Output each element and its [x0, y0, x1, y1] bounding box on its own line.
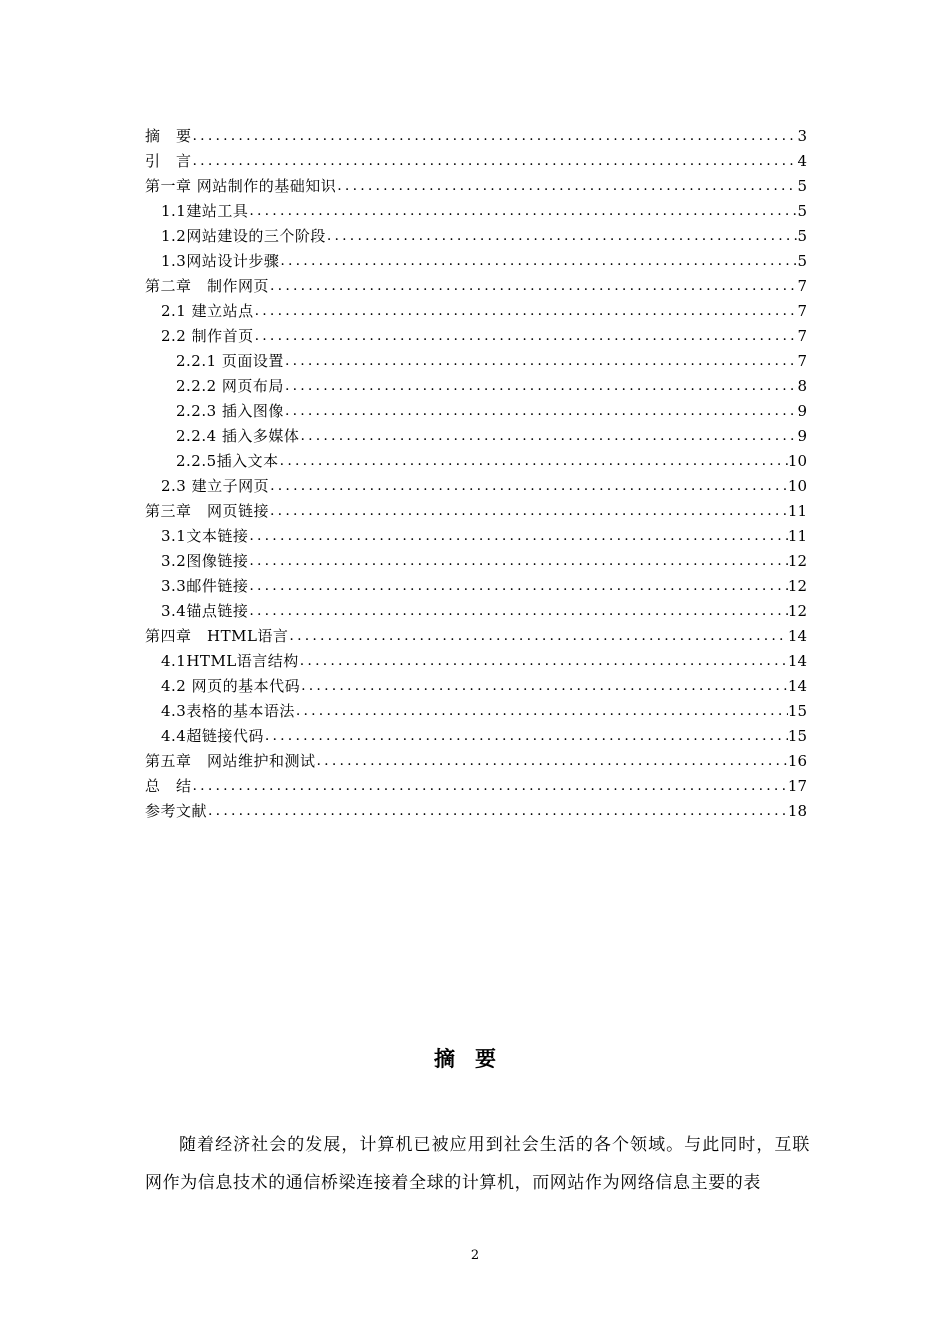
toc-entry-label: 4.1HTML语言结构	[161, 652, 299, 670]
toc-dot-leader	[279, 449, 788, 474]
toc-entry[interactable]	[145, 199, 807, 224]
toc-entry-page: 8	[797, 377, 807, 395]
toc-entry[interactable]	[145, 649, 807, 674]
toc-dot-leader	[248, 549, 788, 574]
toc-dot-leader	[248, 599, 788, 624]
toc-entry-label: 1.1建站工具	[161, 202, 249, 220]
toc-entry[interactable]	[145, 749, 807, 774]
toc-entry-page: 3	[797, 127, 807, 145]
toc-entry-label: 4.3表格的基本语法	[161, 702, 295, 720]
toc-dot-leader	[192, 149, 798, 174]
toc-entry-page: 4	[797, 152, 807, 170]
toc-entry-page: 7	[797, 327, 807, 345]
toc-entry-label: 第五章 网站维护和测试	[145, 752, 316, 770]
toc-entry-label: 2.2 制作首页	[161, 327, 254, 345]
toc-entry-page: 12	[787, 602, 807, 620]
toc-entry[interactable]	[145, 174, 807, 199]
toc-entry-page: 5	[797, 202, 807, 220]
toc-entry[interactable]	[145, 349, 807, 374]
toc-entry-label: 1.2网站建设的三个阶段	[161, 227, 326, 245]
toc-dot-leader	[284, 399, 798, 424]
toc-entry-label: 2.2.3 插入图像	[176, 402, 284, 420]
page-number: 2	[470, 1248, 480, 1263]
toc-dot-leader	[284, 374, 798, 399]
toc-dot-leader	[336, 174, 797, 199]
toc-dot-leader	[299, 424, 797, 449]
toc-entry-page: 17	[787, 777, 807, 795]
toc-entry-label: 2.2.2 网页布局	[176, 377, 284, 395]
toc-entry[interactable]	[145, 574, 807, 599]
toc-dot-leader	[269, 499, 788, 524]
toc-dot-leader	[192, 124, 798, 149]
toc-entry[interactable]	[145, 124, 807, 149]
toc-dot-leader	[300, 674, 788, 699]
toc-entry-page: 16	[787, 752, 807, 770]
toc-entry-label: 摘 要	[145, 127, 192, 145]
toc-entry-page: 9	[797, 427, 807, 445]
toc-entry-page: 15	[787, 702, 807, 720]
toc-entry-label: 4.2 网页的基本代码	[161, 677, 301, 695]
toc-entry[interactable]	[145, 799, 807, 824]
toc-entry-label: 3.2图像链接	[161, 552, 249, 570]
toc-entry[interactable]	[145, 674, 807, 699]
abstract-paragraph: 随着经济社会的发展，计算机已被应用到社会生活的各个领域。与此同时，互联网作为信息技术的通信桥梁连接着全球的计算机，而网站作为网络信息主要的表	[145, 1135, 810, 1193]
toc-dot-leader	[269, 474, 788, 499]
toc-entry-label: 2.3 建立子网页	[161, 477, 270, 495]
toc-entry-label: 参考文献	[145, 802, 208, 820]
toc-entry[interactable]	[145, 549, 807, 574]
abstract-heading: 摘要	[434, 1047, 516, 1071]
toc-entry[interactable]	[145, 499, 807, 524]
toc-entry-label: 3.4锚点链接	[161, 602, 249, 620]
toc-entry-label: 第四章 HTML语言	[145, 627, 289, 645]
toc-entry-page: 11	[787, 502, 807, 520]
toc-entry[interactable]	[145, 399, 807, 424]
toc-entry[interactable]	[145, 449, 807, 474]
toc-entry[interactable]	[145, 149, 807, 174]
toc-entry[interactable]	[145, 224, 807, 249]
toc-entry-page: 12	[787, 577, 807, 595]
toc-dot-leader	[326, 224, 798, 249]
toc-entry-label: 2.2.1 页面设置	[176, 352, 284, 370]
toc-entry-label: 2.1 建立站点	[161, 302, 254, 320]
toc-entry-page: 15	[787, 727, 807, 745]
toc-entry-page: 5	[797, 227, 807, 245]
toc-entry-page: 7	[797, 352, 807, 370]
toc-entry[interactable]	[145, 774, 807, 799]
toc-entry-page: 14	[787, 677, 807, 695]
toc-dot-leader	[207, 799, 788, 824]
toc-entry-page: 12	[787, 552, 807, 570]
toc-entry[interactable]	[145, 474, 807, 499]
toc-entry-page: 5	[797, 252, 807, 270]
toc-entry-label: 2.2.5插入文本	[176, 452, 279, 470]
toc-dot-leader	[192, 774, 788, 799]
toc-entry-label: 第一章 网站制作的基础知识	[145, 177, 337, 195]
toc-entry-label: 第二章 制作网页	[145, 277, 270, 295]
toc-entry-label: 引 言	[145, 152, 192, 170]
toc-entry[interactable]	[145, 324, 807, 349]
toc-entry[interactable]	[145, 374, 807, 399]
toc-entry[interactable]	[145, 424, 807, 449]
toc-entry[interactable]	[145, 274, 807, 299]
toc-entry-label: 1.3网站设计步骤	[161, 252, 280, 270]
toc-entry[interactable]	[145, 599, 807, 624]
table-of-contents	[145, 124, 807, 824]
toc-entry-label: 3.1文本链接	[161, 527, 249, 545]
toc-entry-page: 14	[787, 652, 807, 670]
toc-dot-leader	[284, 349, 798, 374]
toc-entry[interactable]	[145, 724, 807, 749]
toc-entry-page: 7	[797, 277, 807, 295]
toc-entry-label: 4.4超链接代码	[161, 727, 264, 745]
toc-entry-page: 18	[787, 802, 807, 820]
toc-dot-leader	[248, 574, 788, 599]
toc-entry-page: 5	[797, 177, 807, 195]
toc-dot-leader	[295, 699, 788, 724]
toc-dot-leader	[299, 649, 788, 674]
toc-dot-leader	[248, 524, 788, 549]
toc-entry-page: 14	[787, 627, 807, 645]
toc-entry-page: 9	[797, 402, 807, 420]
toc-dot-leader	[248, 199, 797, 224]
toc-entry[interactable]	[145, 299, 807, 324]
toc-entry-label: 3.3邮件链接	[161, 577, 249, 595]
toc-entry[interactable]	[145, 699, 807, 724]
toc-dot-leader	[264, 724, 788, 749]
toc-dot-leader	[254, 324, 798, 349]
toc-entry-page: 10	[787, 452, 807, 470]
toc-dot-leader	[269, 274, 797, 299]
toc-dot-leader	[279, 249, 797, 274]
toc-dot-leader	[288, 624, 787, 649]
toc-entry-label: 2.2.4 插入多媒体	[176, 427, 300, 445]
toc-entry[interactable]	[145, 524, 807, 549]
toc-entry-label: 第三章 网页链接	[145, 502, 270, 520]
toc-entry-page: 7	[797, 302, 807, 320]
toc-dot-leader	[316, 749, 788, 774]
toc-dot-leader	[254, 299, 798, 324]
toc-entry-page: 11	[787, 527, 807, 545]
toc-entry-label: 总 结	[145, 777, 192, 795]
toc-entry-page: 10	[787, 477, 807, 495]
toc-entry[interactable]	[145, 249, 807, 274]
toc-entry[interactable]	[145, 624, 807, 649]
